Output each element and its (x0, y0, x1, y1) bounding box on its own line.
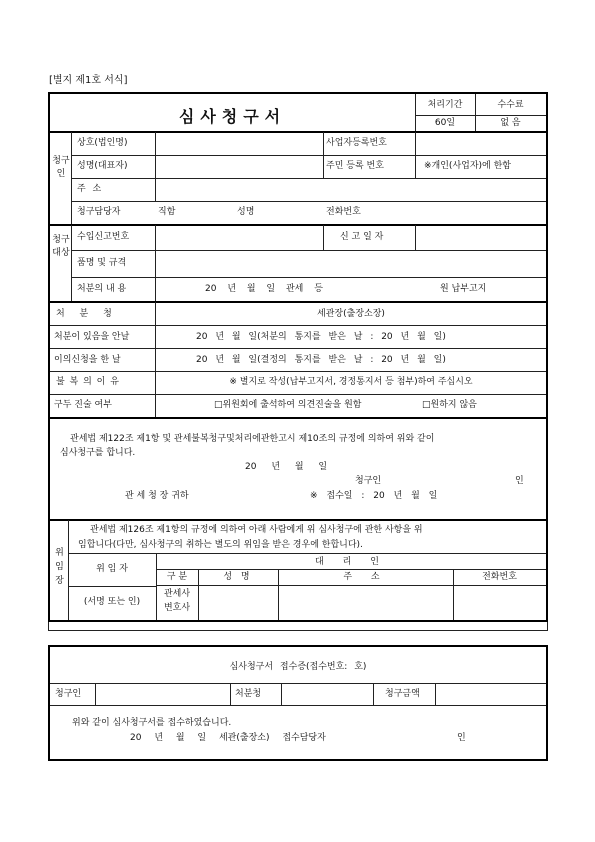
form-label: [별지 제1호 서식] (49, 75, 128, 86)
report-date-label: 신 고 일 자 (340, 232, 384, 242)
address-label: 주 소 (77, 184, 104, 194)
disposition-suffix: 원 납부고지 (440, 284, 487, 294)
claimant-section-label: 청구인 (52, 156, 70, 179)
notice-date-label: 처분이 있음을 안날 (54, 332, 130, 342)
processing-period-label: 처리기간 (427, 100, 463, 110)
receipt-line2: 20 년 월 일 세관(출장소) 접수담당자 (130, 733, 326, 743)
fee-value: 없 음 (500, 118, 521, 128)
statement-line2: 심사청구를 합니다. (60, 448, 136, 458)
form-title: 심사청구서 (178, 107, 287, 126)
agency-label: 처 분 청 (56, 309, 118, 319)
delegation-line1: 관세법 제126조 제1항의 규정에 의하여 아래 사람에게 위 심사청구에 관한 사항을 위 (90, 525, 423, 535)
disposition-value: 20 년 월 일 관세 등 (205, 284, 323, 294)
addressee: 관 세 청 장 귀하 (125, 491, 189, 501)
receipt-date: ※ 접수일 : 20 년 월 일 (310, 491, 438, 501)
claim-target-section-label: 청구대상 (52, 235, 70, 258)
receipt-seal: 인 (457, 733, 466, 743)
agent-label: 대 리 인 (315, 557, 387, 567)
receipt-title: 심사청구서 접수증(접수번호: 호) (229, 662, 367, 672)
receipt-line1: 위와 같이 심사청구서를 접수하였습니다. (72, 718, 232, 728)
receipt-claimant-field[interactable] (96, 685, 229, 704)
signature-label: (서명 또는 인) (83, 597, 141, 607)
item-label: 품명 및 규격 (77, 258, 127, 268)
statement-date: 20 년 월 일 (245, 462, 328, 472)
statement-line1: 관세법 제122조 제1항 및 관세불복청구및처리에관한고시 제10조의 규정에 의하여 위와 같이 (70, 434, 435, 444)
agent-col-phone: 전화번호 (482, 572, 517, 582)
statement-claimant-label: 청구인 (355, 476, 382, 486)
oral-option-decline[interactable]: □원하지 않음 (422, 400, 477, 410)
agent-col-address: 주 소 (343, 572, 388, 582)
receipt-amount-field[interactable] (436, 685, 545, 704)
address-field[interactable] (156, 179, 545, 200)
name-field[interactable] (156, 156, 322, 177)
name-label: 성명(대표자) (77, 161, 128, 171)
import-no-label: 수입신고번호 (77, 232, 130, 242)
delegation-line2: 임합니다(다만, 심사청구의 취하는 별도의 위임을 받은 경우에 한합니다). (78, 540, 363, 550)
rrn-note: ※개인(사업자)에 한함 (424, 161, 511, 171)
phone-label: 전화번호 (326, 207, 361, 217)
report-date-field[interactable] (416, 226, 545, 249)
delegator-label: 위 임 자 (96, 564, 128, 574)
delegation-section-label: 위임장 (55, 548, 64, 586)
objection-date-label: 이의신청을 한 날 (54, 355, 121, 365)
oral-option-attend[interactable]: □위원회에 출석하여 의견진술을 원함 (214, 400, 362, 410)
receipt-agency-label: 처분청 (235, 689, 262, 699)
agent-col-type: 구 분 (166, 572, 188, 582)
contact-label: 청구담당자 (77, 207, 121, 217)
person-name-label: 성명 (237, 207, 255, 217)
reason-value: ※ 별지로 작성(납부고지서, 경정통지서 등 첨부)하여 주십시오 (229, 377, 473, 387)
reason-label: 불 복 의 이 유 (56, 377, 120, 387)
company-label: 상호(법인명) (77, 138, 128, 148)
notice-date-value: 20 년 월 일(처분의 통지를 받은 날 : 20 년 월 일) (196, 332, 446, 342)
receipt-amount-label: 청구금액 (385, 689, 420, 699)
fee-label: 수수료 (497, 100, 524, 110)
receipt-agency-field[interactable] (282, 685, 372, 704)
agency-value: 세관장(출장소장) (317, 309, 385, 319)
item-field[interactable] (156, 251, 545, 276)
company-field[interactable] (156, 133, 322, 154)
position-label: 직함 (158, 207, 176, 217)
statement-seal: 인 (515, 476, 524, 486)
biz-no-label: 사업자등록번호 (326, 138, 387, 148)
receipt-claimant-label: 청구인 (55, 689, 82, 699)
agent-type-customs: 관세사 (163, 589, 191, 599)
agent-type-lawyer: 변호사 (163, 603, 191, 613)
processing-period-value: 60일 (434, 118, 456, 128)
biz-no-field[interactable] (416, 133, 545, 154)
disposition-label: 처분의 내 용 (77, 284, 127, 294)
import-no-field[interactable] (156, 226, 322, 249)
agent-col-name: 성 명 (223, 572, 253, 582)
objection-date-value: 20 년 월 일(결정의 통지를 받은 날 : 20 년 월 일) (196, 355, 446, 365)
rrn-label: 주민 등록 번호 (326, 161, 384, 171)
oral-label: 구두 진술 여부 (54, 400, 112, 410)
